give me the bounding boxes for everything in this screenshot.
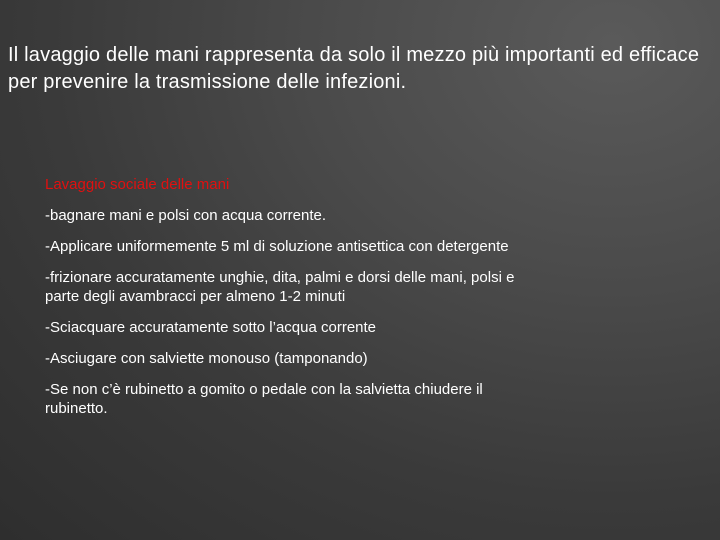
- step-item-wet-hands: -bagnare mani e polsi con acqua corrente.: [45, 207, 327, 224]
- slide-content: [45, 175, 685, 430]
- slide-title: Il lavaggio delle mani rappresenta da solo il mezzo più importanti ed efficace per prevenire la trasmissione delle infezioni.: [8, 44, 700, 93]
- steps-list: [45, 206, 685, 418]
- step-item-close-tap: -Se non c’è rubinetto a gomito o pedale con la salvietta chiudere il rubinetto.: [45, 381, 483, 417]
- section-subheading: Lavaggio sociale delle mani: [45, 176, 230, 193]
- step-item-rub-hands: -frizionare accuratamente unghie, dita, palmi e dorsi delle mani, polsi e parte degli avambracci per almeno 1-2 minuti: [45, 269, 515, 305]
- step-item-apply-soap: -Applicare uniformemente 5 ml di soluzione antisettica con detergente: [45, 238, 509, 255]
- step-item-dry: -Asciugare con salviette monouso (tamponando): [45, 350, 368, 367]
- step-item-rinse: -Sciacquare accuratamente sotto l’acqua corrente: [45, 319, 377, 336]
